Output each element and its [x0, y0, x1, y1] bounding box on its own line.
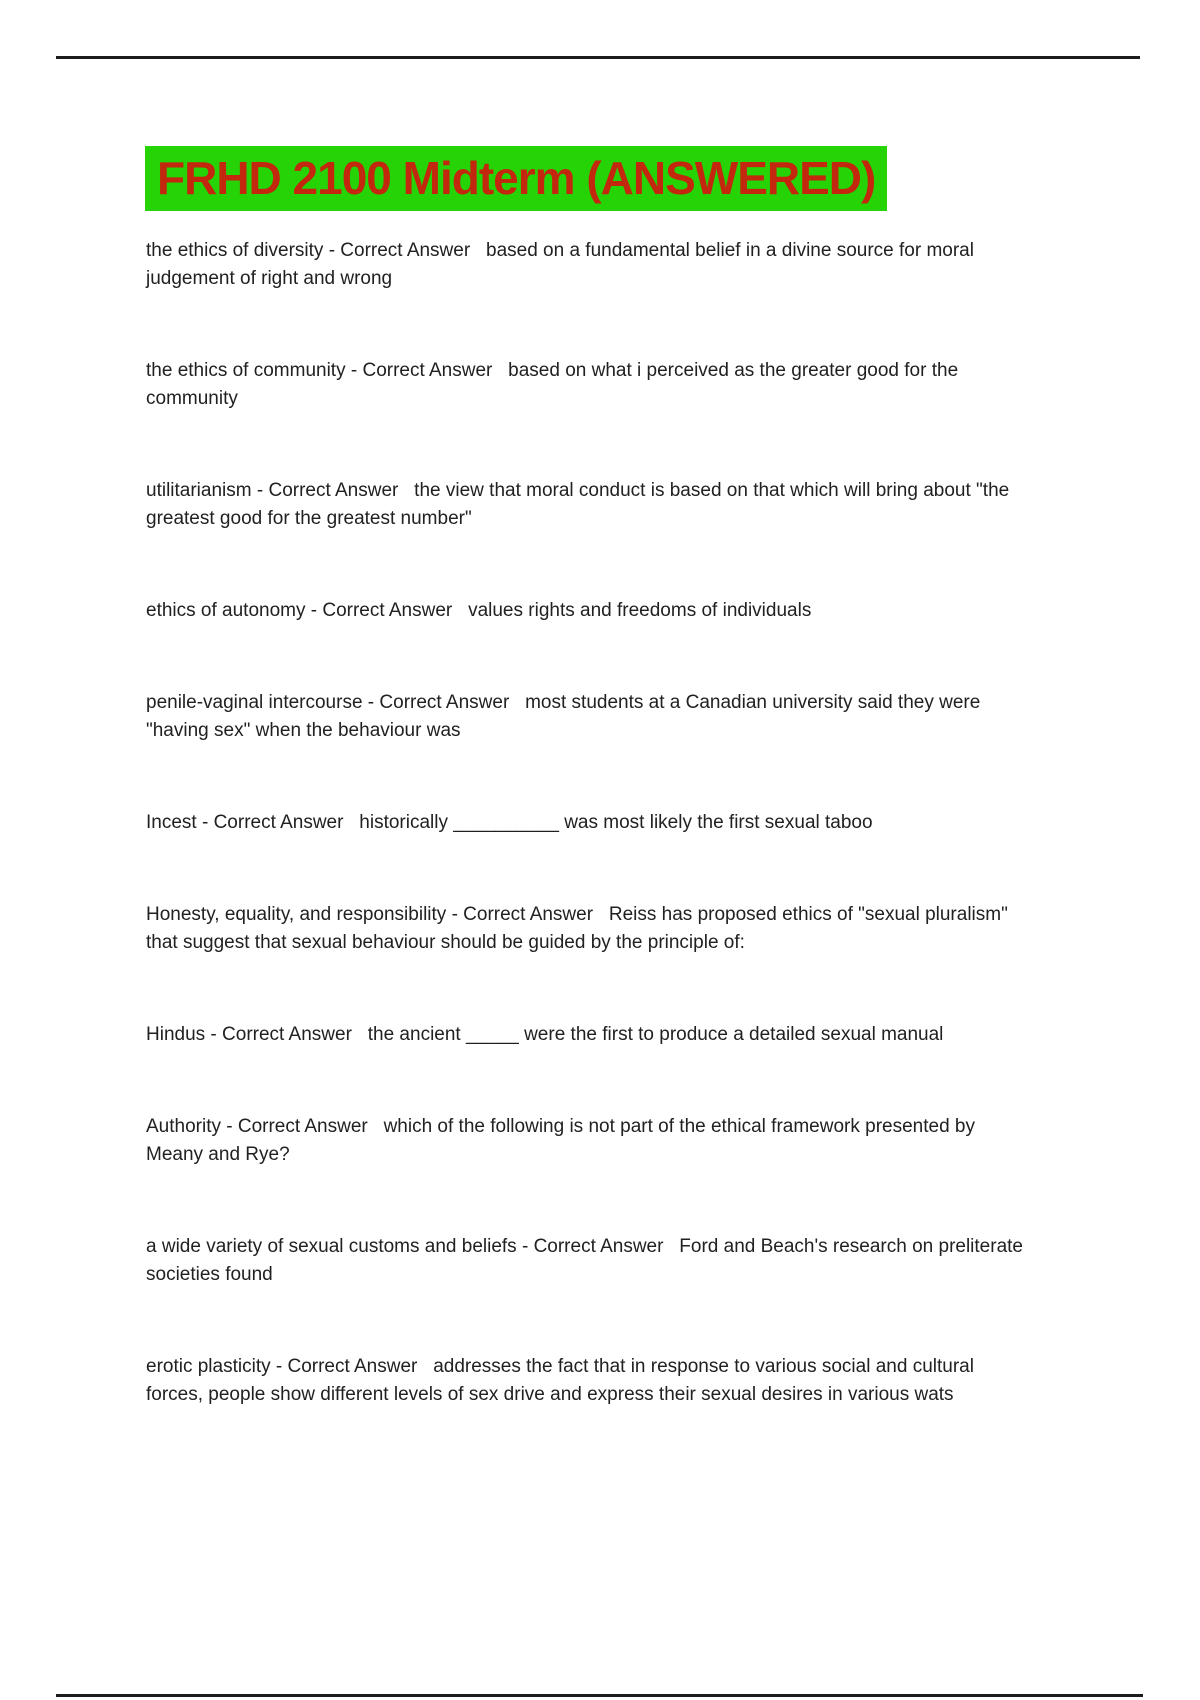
- qa-item: [146, 1233, 1146, 1289]
- qa-item: [146, 689, 1146, 745]
- qa-line: the ethics of community - Correct Answer based on what i perceived as the greater good for the: [146, 360, 959, 381]
- qa-line: ethics of autonomy - Correct Answer values rights and freedoms of individuals: [146, 600, 812, 621]
- qa-line: societies found: [146, 1264, 273, 1285]
- qa-item: [146, 357, 1146, 413]
- qa-line: that suggest that sexual behaviour should be guided by the principle of:: [146, 932, 745, 953]
- qa-list: [146, 237, 1146, 1473]
- qa-line: community: [146, 388, 238, 409]
- qa-item: [146, 237, 1146, 293]
- qa-item: [146, 901, 1146, 957]
- qa-line: penile-vaginal intercourse - Correct Answer most students at a Canadian university said they were: [146, 692, 981, 713]
- top-divider: [56, 56, 1140, 59]
- qa-item: [146, 597, 1146, 625]
- bottom-divider: [56, 1694, 1143, 1697]
- qa-item: [146, 1021, 1146, 1049]
- qa-line: utilitarianism - Correct Answer the view that moral conduct is based on that which will bring about "the: [146, 480, 1010, 501]
- qa-line: judgement of right and wrong: [146, 268, 393, 289]
- qa-line: greatest good for the greatest number": [146, 508, 472, 529]
- qa-item: [146, 809, 1146, 837]
- qa-item: [146, 1353, 1146, 1409]
- qa-line: Meany and Rye?: [146, 1144, 290, 1165]
- qa-line: Hindus - Correct Answer the ancient _____ were the first to produce a detailed sexual manual: [146, 1024, 944, 1045]
- qa-line: "having sex" when the behaviour was: [146, 720, 461, 741]
- qa-line: Authority - Correct Answer which of the following is not part of the ethical framework presented by: [146, 1116, 975, 1137]
- qa-item: [146, 1113, 1146, 1169]
- qa-line: forces, people show different levels of sex drive and express their sexual desires in various wats: [146, 1384, 954, 1405]
- qa-line: a wide variety of sexual customs and beliefs - Correct Answer Ford and Beach's research on preliterate: [146, 1236, 1023, 1257]
- qa-line: Honesty, equality, and responsibility - Correct Answer Reiss has proposed ethics of "sexual pluralism": [146, 904, 1008, 925]
- qa-line: erotic plasticity - Correct Answer addresses the fact that in response to various social and cultural: [146, 1356, 974, 1377]
- qa-line: the ethics of diversity - Correct Answer based on a fundamental belief in a divine source for moral: [146, 240, 974, 261]
- qa-item: [146, 477, 1146, 533]
- qa-line: Incest - Correct Answer historically __________ was most likely the first sexual taboo: [146, 812, 873, 833]
- page-title: FRHD 2100 Midterm (ANSWERED): [145, 146, 887, 211]
